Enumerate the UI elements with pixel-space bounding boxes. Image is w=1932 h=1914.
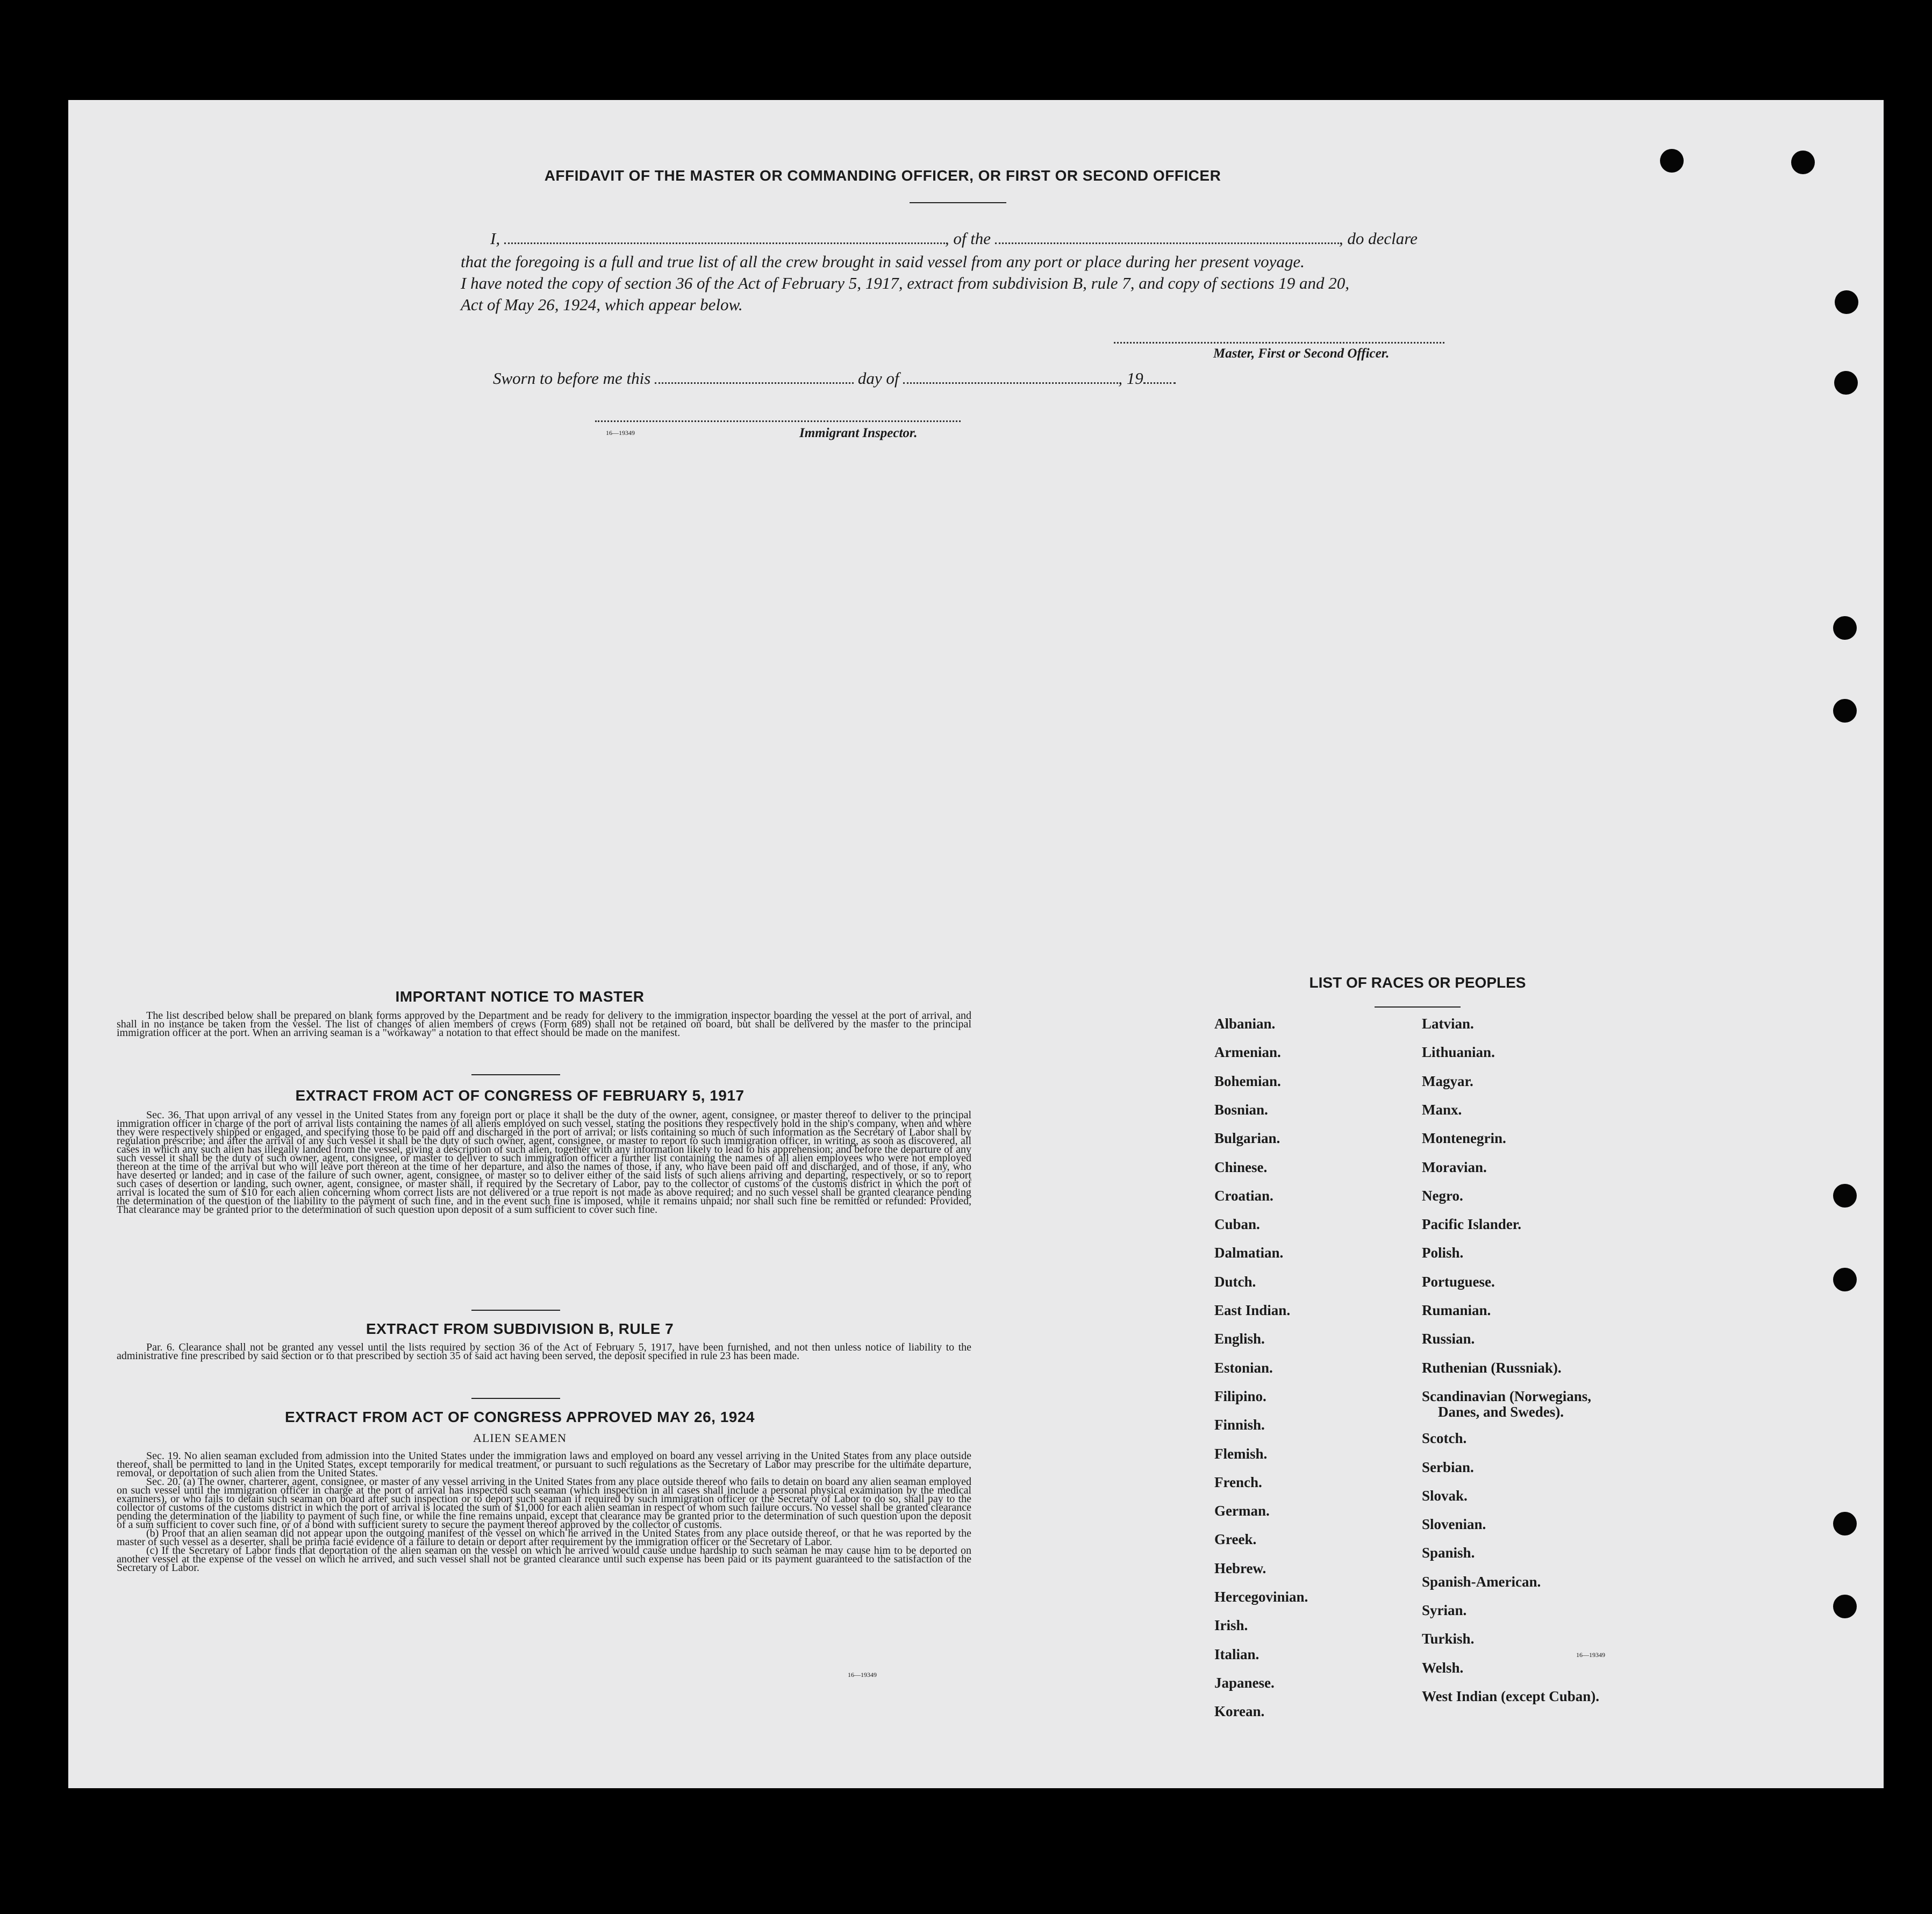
race-item: Rumanian. [1422, 1302, 1491, 1318]
race-item: Bulgarian. [1214, 1130, 1280, 1147]
race-item: Serbian. [1422, 1459, 1474, 1475]
race-item: Montenegrin. [1422, 1130, 1506, 1147]
master-signature-line[interactable] [1114, 342, 1444, 344]
race-item: Croatian. [1214, 1187, 1273, 1204]
race-item: Turkish. [1422, 1631, 1475, 1647]
race-item: Slovenian. [1422, 1516, 1486, 1533]
race-item: Bosnian. [1214, 1101, 1268, 1118]
binder-hole [1833, 699, 1857, 723]
affidavit-title-rule [910, 202, 1006, 203]
binder-hole [1833, 1512, 1857, 1536]
race-item: Dalmatian. [1214, 1245, 1284, 1261]
race-item: Slovak. [1422, 1487, 1468, 1504]
affidavit-form-number: 16—19349 [606, 429, 635, 437]
extract-1917-title: EXTRACT FROM ACT OF CONGRESS OF FEBRUARY 5, 1917 [295, 1087, 745, 1104]
sworn-day-of: day of [857, 369, 899, 388]
sworn-month-blank[interactable] [903, 382, 1118, 384]
binder-hole [1833, 1184, 1857, 1208]
race-item: East Indian. [1214, 1302, 1291, 1318]
binder-hole [1833, 1268, 1857, 1291]
affidavit-of-the: , of the [944, 229, 991, 248]
section-19: Sec. 19. No alien seaman excluded from admission into the United States under the immigration laws and employed on board any vessel arriving in the United States from any place outside thereof, shall be permitted to land in the United States, except temporarily for medical treatment, or pursuant to such regulations as the Secretary of Labor may prescribe for the ultimate departure, removal, or deportation of such alien from the United States. [117, 1450, 971, 1479]
extract-1924-subtitle: ALIEN SEAMEN [473, 1431, 567, 1445]
sworn-year-blank[interactable] [1143, 382, 1176, 384]
inspector-signature-label: Immigrant Inspector. [799, 426, 918, 440]
divider-2 [471, 1310, 560, 1311]
inspector-signature-line[interactable] [595, 420, 961, 422]
sworn-prefix: Sworn to before me this [493, 369, 651, 388]
race-item: Armenian. [1214, 1044, 1281, 1061]
race-item: French. [1214, 1474, 1262, 1490]
race-item: Chinese. [1214, 1159, 1268, 1175]
race-item: Magyar. [1422, 1073, 1473, 1089]
extract-1924-form-number: 16—19349 [848, 1671, 877, 1679]
affidavit-line-4: Act of May 26, 1924, which appear below. [461, 295, 743, 314]
divider-1 [471, 1074, 560, 1075]
race-item: Welsh. [1422, 1659, 1464, 1676]
race-item: Filipino. [1214, 1388, 1266, 1404]
race-item: Moravian. [1422, 1159, 1487, 1175]
race-item: Irish. [1214, 1617, 1248, 1634]
affidavit-i: I, [490, 229, 500, 248]
race-item-continuation: Danes, and Swedes). [1438, 1403, 1564, 1420]
section-20c: (c) If the Secretary of Labor finds that deportation of the alien seaman on the vessel on which he arrived would cause undue hardship to such seaman he may cause him to be deported on another vessel at the expense of the vessel on which he arrived, and such vessel shall not be granted clearance until such expense has been paid or its payment guaranteed to the satisfaction of the Secretary of Labor. [117, 1545, 971, 1574]
binder-hole [1833, 1595, 1857, 1618]
race-item: West Indian (except Cuban). [1422, 1688, 1600, 1704]
race-item: Hebrew. [1214, 1560, 1266, 1576]
sworn-line [493, 369, 1176, 388]
binder-hole [1833, 616, 1857, 640]
section-20b: (b) Proof that an alien seaman did not appear upon the outgoing manifest of the vessel on which he arrived in the United States from any place outside thereof, or that he was reported by the master of such vessel as a deserter, shall be prima facie evidence of a failure to detain or deport after requirement by the immigration officer or the Secretary of Labor. [117, 1527, 971, 1548]
race-item: Russian. [1422, 1331, 1475, 1347]
sworn-day-blank[interactable] [655, 382, 854, 384]
binder-hole [1791, 151, 1815, 174]
race-item: Albanian. [1214, 1016, 1276, 1032]
extract-rule7-title: EXTRACT FROM SUBDIVISION B, RULE 7 [366, 1320, 674, 1337]
extract-1924-title: EXTRACT FROM ACT OF CONGRESS APPROVED MAY 26, 1924 [285, 1409, 755, 1425]
race-item: Latvian. [1422, 1016, 1474, 1032]
race-item: Negro. [1422, 1187, 1463, 1204]
race-item: English. [1214, 1331, 1265, 1347]
races-title: LIST OF RACES OR PEOPLES [1309, 974, 1526, 991]
notice-title: IMPORTANT NOTICE TO MASTER [395, 988, 645, 1005]
race-item: Pacific Islander. [1422, 1216, 1521, 1233]
extract-rule7-body: Par. 6. Clearance shall not be granted any vessel until the lists required by section 36 of the Act of February 5, 1917, have been furnished, and not then unless notice of liability to the administrative fine prescribed by said section or to that prescribed by section 35 of said act having been served, the deposit specified in rule 23 has been made. [117, 1341, 971, 1362]
master-signature-label: Master, First or Second Officer. [1213, 346, 1390, 361]
binder-hole [1834, 371, 1858, 395]
vessel-name-blank[interactable] [995, 242, 1339, 244]
binder-hole [1660, 149, 1684, 173]
race-item: Japanese. [1214, 1674, 1275, 1691]
race-item: German. [1214, 1503, 1270, 1519]
race-item: Estonian. [1214, 1359, 1273, 1376]
race-item: Greek. [1214, 1531, 1257, 1548]
document-page [68, 100, 1884, 1788]
notice-body: The list described below shall be prepared on blank forms approved by the Department and be ready for delivery to the immigration inspector boarding the vessel at the port of arrival, and shall in no instance be taken from the vessel. The list of changes of alien members of crews (Form 689) shall not be retained on board, but shall be delivered by the master to the principal immigration officer at the port. When an arriving seaman is a "workaway" a notation to that effect should be made on the manifest. [117, 1010, 971, 1039]
race-item: Bohemian. [1214, 1073, 1281, 1089]
affidavit-line-2: that the foregoing is a full and true list of all the crew brought in said vessel from any port or place during her present voyage. [461, 252, 1305, 271]
race-item: Spanish-American. [1422, 1573, 1541, 1590]
affidavit-title: AFFIDAVIT OF THE MASTER OR COMMANDING OFFICER, OR FIRST OR SECOND OFFICER [544, 167, 1221, 184]
affidavit-line-3: I have noted the copy of section 36 of the Act of February 5, 1917, extract from subdivision B, rule 7, and copy of sections 19 and 20, [461, 274, 1350, 292]
race-item: Manx. [1422, 1101, 1462, 1118]
race-item: Scotch. [1422, 1430, 1467, 1447]
sworn-year: , 19 [1118, 369, 1143, 388]
extract-1917-body: Sec. 36. That upon arrival of any vessel in the United States from any foreign port or place it shall be the duty of the owner, agent, consignee, or master thereof to deliver to the principal immigration officer in charge of the port of arrival lists containing the names of all aliens employed on such vessel, stating the positions they respectively hold in the ship's company, when and where they were respectively shipped or engaged, and specifying those to be paid off and discharged in the port of arrival; or lists containing so much of such information as the Secretary of Labor shall by regulation prescribe; and after the arrival of any such vessel it shall be the duty of such owner, agent, consignee, or master to report to such immigration officer, in writing, as soon as discovered, all cases in which any such alien has illegally landed from the vessel, giving a description of such alien, together with any information likely to lead to his apprehension; and before the departure of any such vessel it shall be the duty of such owner, agent, consignee, or master to deliver to such immigration officer a further list containing the names of all alien employees who were not employed thereon at the time of the arrival but who will leave port thereon at the time of her departure, and also the names of those, if any, who have been paid off and discharged, and of those, if any, who have deserted or landed; and in case of the failure of such owner, agent, consignee, or master so to deliver either of the said lists of such aliens arriving and departing, respectively, or so to report such cases of desertion or landing, such owner, agent, consignee, or master shall, if required by the Secretary of Labor, pay to the collector of customs of the customs district in which the port of arrival is located the sum of $10 for each alien concerning whom correct lists are not delivered or a true report is not made as above required; and no such vessel shall be granted clearance pending the determination of the question of the liability to the payment of such fine, and in the event such fine is imposed, while it remains unpaid; nor shall such fine be remitted or refunded: Provided, That clearance may be granted prior to the determination of such question upon deposit of a sum sufficient to cover such fine. [117, 1109, 971, 1216]
race-item: Dutch. [1214, 1273, 1256, 1290]
declarant-name-blank[interactable] [504, 242, 945, 244]
race-item: Spanish. [1422, 1545, 1475, 1561]
race-item: Flemish. [1214, 1445, 1268, 1462]
races-title-rule [1375, 1006, 1461, 1008]
race-item: Portuguese. [1422, 1273, 1495, 1290]
binder-hole [1835, 290, 1858, 314]
race-item: Polish. [1422, 1245, 1464, 1261]
race-item: Cuban. [1214, 1216, 1260, 1233]
race-item: Ruthenian (Russniak). [1422, 1359, 1562, 1376]
race-item: Hercegovinian. [1214, 1589, 1308, 1605]
race-item: Scandinavian (Norwegians, [1422, 1388, 1592, 1404]
race-item: Syrian. [1422, 1602, 1467, 1619]
race-item: Korean. [1214, 1703, 1265, 1720]
divider-3 [471, 1398, 560, 1399]
section-20a: Sec. 20. (a) The owner, charterer, agent, consignee, or master of any vessel arriving in the United States from any place outside thereof who fails to detain on board any alien seaman employed on such vessel until the immigration officer in charge at the port of arrival has inspected such seaman (which inspection in all cases shall include a personal physical examination by the medical examiners), or who fails to detain such seaman on board after such inspection or to deport such seaman if required by such immigration officer or the Secretary of Labor to do so, shall pay to the collector of customs of the customs district in which the port of arrival is located the sum of $1,000 for each alien seaman in respect of whom such failure occurs. No vessel shall be granted clearance pending the determination of the liability to payment of such fine, or while the fine remains unpaid, except that clearance may be granted prior to the determination of such question upon the deposit of a sum sufficient to cover such fine, or of a bond with sufficient surety to secure the payment thereof approved by the collector of customs. [117, 1476, 971, 1531]
race-item: Lithuanian. [1422, 1044, 1495, 1061]
extract-1924-body [117, 1452, 971, 1572]
races-form-number: 16—19349 [1576, 1651, 1605, 1659]
race-item: Finnish. [1214, 1417, 1265, 1433]
affidavit-line-1 [461, 229, 1482, 248]
race-item: Italian. [1214, 1646, 1260, 1662]
affidavit-declare: , do declare [1339, 229, 1418, 248]
